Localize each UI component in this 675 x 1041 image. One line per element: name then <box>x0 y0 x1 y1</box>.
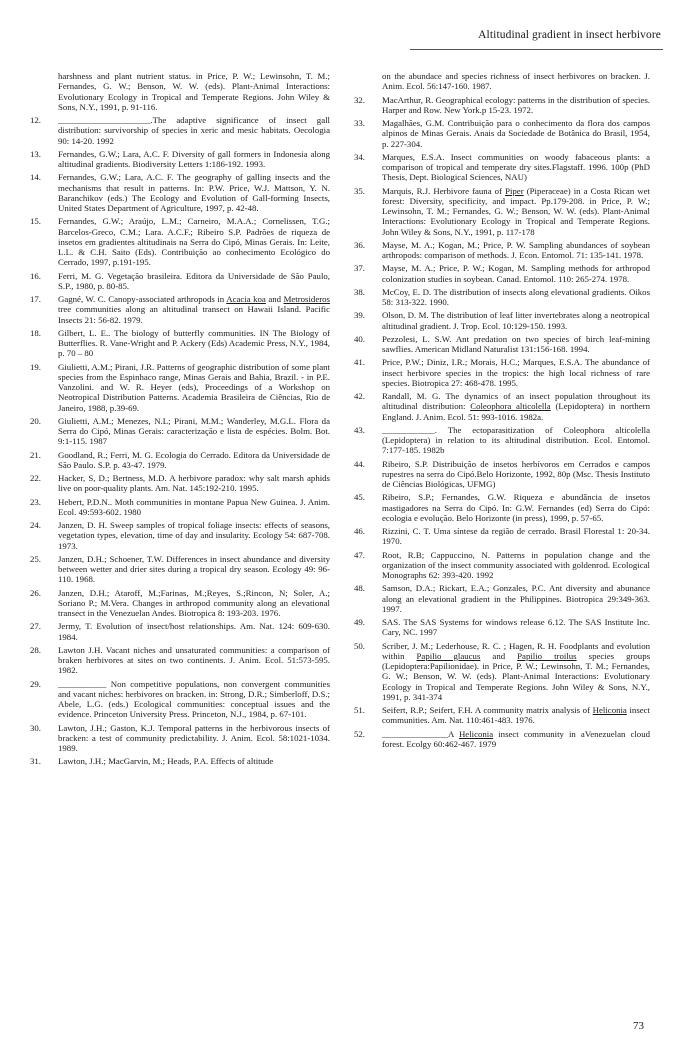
reference-number: 27. <box>30 621 41 632</box>
reference-number: 13. <box>30 148 41 159</box>
reference-entry <box>354 71 650 92</box>
reference-text-part: (Piperaceae) in a Costa Rican wet forest: Diversity, specificity, and impact. Pp.179-208. in Price, P. W.; Lewinsohn, T. M.; Fernandes, G. W.; Benson, W. W. (eds). Plant-Animal Interactions: Evolutionary Ecology in Tropical and Temperate Regions. John Wiley & Sons, N.Y., 1991, p. 117-178 <box>382 185 650 237</box>
reference-entry <box>354 310 650 331</box>
reference-number: 41. <box>354 357 365 368</box>
reference-entry <box>30 328 330 359</box>
reference-number: 20. <box>30 415 41 426</box>
reference-text: MacArthur, R. Geographical ecology: patterns in the distribution of species. Harper and Row. New York.p 15-23. 1972. <box>382 94 650 115</box>
reference-text: McCoy, E. D. The distribution of insects along elevational gradients. Oikos 58: 313-322. 1990. <box>382 286 650 307</box>
reference-entry <box>30 497 330 518</box>
reference-number: 32. <box>354 94 365 105</box>
reference-number: 43. <box>354 424 365 435</box>
reference-text: Lawton, J.H.; MacGarvin, M.; Heads, P.A. Effects of altitude <box>58 756 274 767</box>
reference-text-part: Scriber, J. M.; Lederhouse, R. C. ; Hagen, R. H. Foodplants and evolution within <box>382 640 650 661</box>
reference-entry <box>30 588 330 619</box>
reference-number: 42. <box>354 391 365 401</box>
taxon-name: Papilio troilus <box>517 650 577 661</box>
reference-entry <box>30 621 330 642</box>
reference-number: 22. <box>30 473 41 483</box>
reference-number: 15. <box>30 216 41 227</box>
reference-text: Janzen, D.H.; Ataroff, M.;Farinas, M.;Reyes, S.;Rincon, N; Soler, A.; Soriano P.; M.Vera. Changes in arthropod community along an elevational transect in the Venezuelan Andes. Biotropica 8: 193-203. 1976. <box>58 587 330 618</box>
reference-entry <box>354 118 650 149</box>
left-column <box>30 71 330 770</box>
running-head: Altitudinal gradient in insect herbivore <box>478 29 661 41</box>
reference-entry <box>30 450 330 471</box>
reference-number: 25. <box>30 553 41 564</box>
taxon-name: Heliconia <box>458 728 494 739</box>
reference-text: _____________________.The adaptive significance of insect gall distribution: survivorship of species in xeric and mesic habitats. Oecologia 90: 14-20. 1992 <box>58 115 330 146</box>
reference-entry <box>30 294 330 325</box>
reference-entry <box>354 492 650 523</box>
reference-entry <box>30 216 330 267</box>
reference-entry <box>30 756 330 766</box>
reference-text: Pezzolesi, L. S.W. Ant predation on two species of birch leaf-mining sawflies. American Midland Naturalist 131:156-168. 1994. <box>382 333 650 354</box>
reference-entry <box>30 645 330 676</box>
reference-entry <box>30 172 330 213</box>
reference-text: harshness and plant nutrient status. in Price, P. W.; Lewinsohn, T. M.; Fernandes, G. W.; Benson, W. W. (eds). Plant-Animal Interactions: Evolutionary Ecology in Tropical and Temperate Regions. John Wiley & Sons, N.Y., 1991, p. 91-116. <box>58 71 330 112</box>
reference-number: 33. <box>354 118 365 128</box>
reference-number: 39. <box>354 310 365 321</box>
reference-number: 52. <box>354 728 365 739</box>
reference-entry <box>354 152 650 183</box>
reference-text: Fernandes, G.W.; Lara, A.C. F. Diversity of gall formers in Indonesia along altitudinal gradients. Biodiversity Letters 1:186-192. 1993. <box>58 148 330 169</box>
reference-entry <box>30 271 330 292</box>
reference-number: 28. <box>30 644 41 655</box>
reference-number: 44. <box>354 458 365 469</box>
reference-text-part: Gagné, W. C. Canopy-associated arthropods in <box>58 294 227 304</box>
reference-number: 46. <box>354 526 365 536</box>
reference-text: Lawton J.H. Vacant niches and unsaturated communities: a comparison of braken herbivores at sites on two continents. J. Anim. Ecol. 51:573-595. 1982. <box>58 644 330 676</box>
reference-text: Root, R.B; Cappuccino, N. Patterns in population change and the organization of the insect community associated with goldenrod. Ecological Monographs 62: 393-420. 1992 <box>382 549 650 580</box>
reference-text: Goodland, R.; Ferri, M. G. Ecologia do Cerrado. Editora da Universidade de São Paulo. S.P. p. 43-47. 1979. <box>58 449 330 470</box>
reference-number: 26. <box>30 587 41 598</box>
reference-text: Mayse, M. A.; Kogan, M.; Price, P. W. Sampling abundances of soybean arthropods: comparison of methods. J. Econ. Entomol. 71: 135-141. 1978. <box>382 239 650 260</box>
taxon-name: Papilio glaucus <box>416 650 481 661</box>
taxon-name: Coleophora alticolella <box>470 401 551 412</box>
reference-text: SAS. The SAS Systems for windows release 6.12. The SAS Institute Inc. Cary, NC. 1997 <box>382 617 650 638</box>
reference-text: Janzen, D. H. Sweep samples of tropical foliage insects: effects of seasons, vegetation types, elevation, time of day and insularity. Ecology 54: 687-708. 1973. <box>58 520 330 551</box>
taxon-name: Piper <box>505 185 524 196</box>
reference-number: 17. <box>30 294 41 304</box>
page-number: 73 <box>633 1020 644 1032</box>
reference-text-part: species groups (Lepidoptera:Papilionidae). in Price, P. W.; Lewinsohn, T. M.; Fernandes, G. W.; Benson, W. W. (eds). Plant-Animal Interactions: Evolutionary Ecology in Tropical and Temperate Regions. John Wiley & Sons, N.Y., 1991, p. 341-374 <box>382 650 651 702</box>
reference-number: 40. <box>354 333 365 344</box>
reference-number: 12. <box>30 115 41 125</box>
reference-text-part: insect community in aVenezuelan cloud forest. Ecolgy 60:462-467. 1979 <box>382 728 650 749</box>
reference-entry <box>354 425 650 456</box>
reference-text: Samson, D.A.; Rickart, E.A.; Gonzales, P.C. Ant diversity and abunance along an elevational gradient in the Philippines. Biotropica 29:349-363. 1997. <box>382 583 650 614</box>
reference-number: 35. <box>354 185 365 196</box>
reference-text: Ribeiro, S.P.; Fernandes, G.W. Riqueza e abundância de insetos mastigadores na Serra do Cipó. In: G.W. Fernandes (ed) Serra do Cipó: ecologia e evolução. Belo Horizonte (in press), 1999, p. 57-65. <box>382 492 650 523</box>
reference-number: 49. <box>354 617 365 627</box>
reference-number: 21. <box>30 449 41 460</box>
reference-number: 30. <box>30 722 41 733</box>
reference-text: ___________ Non competitive populations, non convergent communities and vacant niches: herbivores on bracken. in: Strong, D.R.; Simberloff, D.S.; Abele, L.G. (eds.) Ecological communities: conceptual issues and the evidence. Princeton University Press. Princeton, N.J., 1984, p. 67-101. <box>58 678 330 720</box>
reference-text: Fernandes, G.W.; Araújo, L.M.; Carneiro, M.A.A.; Cornelissen, T.G.; Barcelos-Greco, C.M.; Lara. A.C.F.; Ribeiro S.P. Padrões de riqueza de insetos em gradientes altitudinais na Serra do Cipó, Minas Gerais. In: Leite, L.L. & C.H. Saito (Eds). Contribuição ao conhecimento Ecológico do Cerrado, 1997, p.191-195. <box>58 216 330 268</box>
reference-number: 36. <box>354 239 365 250</box>
reference-number: 50. <box>354 640 365 651</box>
reference-entry <box>30 723 330 754</box>
reference-text <box>58 294 330 325</box>
reference-text: Price, P.W.; Diniz, I.R.; Morais, H.C.; Marques, E.S.A. The abundance of insect herbivore species in the tropics: the high local richness of rare species. Biotropica 27: 468-478. 1995. <box>382 357 650 388</box>
reference-text <box>382 391 650 422</box>
reference-number: 51. <box>354 705 365 715</box>
reference-text-part: Seifert, R.P.; Seifert, F.H. A community matrix analysis of <box>382 705 593 715</box>
reference-entry <box>30 520 330 551</box>
reference-entry <box>30 679 330 720</box>
reference-text: Gilbert, L. E.. The biology of butterfly communities. IN The Biology of Butterflies. R. Vane-Wright and P. Ackery (Eds) Academic Press, N.Y., 1984, p. 70 – 80 <box>58 327 330 359</box>
reference-text <box>382 705 650 726</box>
reference-text: Giulietti, A.M.; Menezes, N.L; Pirani, M.M.; Wanderley, M.G.L. Flora da Serra do Cipó, Minas Gerais: caracterização e lista de espécies. Bolm. Bot. 9:1-115. 1987 <box>58 415 330 447</box>
reference-number: 37. <box>354 263 365 274</box>
reference-text <box>382 641 650 703</box>
reference-text <box>382 729 650 750</box>
reference-text-part: insect communities. Am. Nat. 110:461-483. 1976. <box>382 705 650 726</box>
reference-entry <box>354 263 650 284</box>
reference-text: Hebert, P.D.N.. Moth communities in montane Papua New Guinea. J. Anim. Ecol. 49:593-602. 1980 <box>58 496 330 517</box>
reference-entry <box>354 705 650 726</box>
taxon-name: Acacia koa <box>226 294 266 304</box>
reference-entry <box>30 554 330 585</box>
reference-entry <box>30 149 330 170</box>
reference-text: Ribeiro, S.P. Distribuição de insetos herbívoros em Cerrados e campos rupestres na serra do Cipó.Belo Horizonte, 1992, 80p (Msc. Thesis Instituto de Ciências Biológicas, UFMG) <box>382 458 650 489</box>
reference-text: Giulietti, A.M.; Pirani, J.R. Patterns of geographic distribution of some plant species from the Espinhaco range, Minas Gerais and Bahia, Brazil. - in P.E. Vanzolini. and W. R. Heyer (eds), Proceedings of a Workshop on Neotropical Distribution Patterns. Academia Brasileira de Ciências, Rio de Janeiro, 1988, p.39-69. <box>58 361 330 413</box>
reference-entry <box>354 617 650 638</box>
reference-number: 31. <box>30 756 41 767</box>
header-rule <box>410 49 663 50</box>
reference-entry <box>354 240 650 261</box>
reference-text-part: and <box>265 294 284 304</box>
reference-text-part: (Lepidoptera) in northern England. J. Anim. Ecol. 51: 993-1016. 1982a. <box>382 401 650 422</box>
reference-text: Lawton, J.H.; Gaston, K.J. Temporal patterns in the herbivorous insects of bracken: a test of community predictability. J. Anim. Ecol. 58:1021-1034. 1989. <box>58 722 330 753</box>
reference-entry <box>354 357 650 388</box>
reference-number: 19. <box>30 361 41 372</box>
reference-entry <box>354 391 650 422</box>
reference-entry <box>354 641 650 703</box>
right-column <box>354 71 650 752</box>
reference-number: 47. <box>354 549 365 560</box>
reference-entry <box>354 729 650 750</box>
reference-number: 14. <box>30 172 41 183</box>
reference-entry <box>354 459 650 490</box>
reference-number: 34. <box>354 151 365 162</box>
reference-number: 16. <box>30 270 41 281</box>
reference-text-part: _______________A <box>382 728 459 739</box>
reference-entry <box>354 334 650 355</box>
reference-number: 23. <box>30 496 41 507</box>
reference-number: 48. <box>354 583 365 594</box>
reference-number: 18. <box>30 327 41 338</box>
reference-text: Olson, D. M. The distribution of leaf litter invertebrates along a neotropical altitudinal gradient. J. Trop. Ecol. 10:129-150. 1993. <box>382 310 650 331</box>
reference-text: Hacker, S, D.; Bertness, M.D. A herbivore paradox: why salt marsh aphids live on poor-quality plants. Am. Nat. 145:192-210. 1995. <box>58 473 330 494</box>
reference-entry <box>354 95 650 116</box>
reference-text: ____________. The ectoparasitization of Coleophora alticolella (Lepidoptera) in relation to its altitudinal distribution. Ecol. Entomol. 7:177-185. 1982b <box>382 424 650 456</box>
reference-entry <box>354 583 650 614</box>
reference-entry <box>354 287 650 308</box>
reference-text: Magalhães, G.M. Contribuição para o conhecimento da flora dos campos alpinos de Minas Gerais. Anais da Sociedade de Botânica do Brasil, 1954, p. 227-304. <box>382 118 650 149</box>
reference-number: 45. <box>354 492 365 503</box>
reference-text-part: and <box>480 650 518 661</box>
reference-text: Janzen, D.H.; Schoener, T.W. Differences in insect abundance and diversity between wetter and drier sites during a tropical dry season. Ecology 49: 96-110. 1968. <box>58 553 330 585</box>
reference-number: 38. <box>354 286 365 297</box>
reference-text-part: Marquis, R.J. Herbivore fauna of <box>382 185 506 196</box>
taxon-name: Heliconia <box>592 705 627 715</box>
reference-entry <box>354 186 650 237</box>
reference-text-part: tree communities along an altitudinal transect on Hawaii Island. Pacific Insects 21: 56-82. 1979. <box>58 304 330 325</box>
taxon-name: Metrosideros <box>283 294 330 304</box>
reference-text: Marques, E.S.A. Insect communities on woody fabaceous plants: a comparison of tropical and temperate dry sites.Flagstaff. 1996. 100p (PhD Thesis, Dept. Biological Sciences, NAU) <box>382 151 650 183</box>
reference-entry <box>354 526 650 547</box>
reference-text: Jermy, T. Evolution of insect/host relationships. Am. Nat. 124: 609-630. 1984. <box>58 621 330 642</box>
reference-number: 24. <box>30 520 41 530</box>
reference-text-part: Randall, M. G. The dynamics of an insect population throughout its altitudinal distribution: <box>382 391 650 412</box>
reference-text: Rizzini, C. T. Uma síntese da região de cerrado. Brasil Florestal 1: 20-34. 1970. <box>382 526 650 547</box>
reference-text <box>382 186 650 237</box>
reference-entry <box>354 550 650 581</box>
reference-text: Fernandes, G.W.; Lara, A.C. F. The geography of galling insects and the mechanisms that result in patterns. In: P.W. Price, W.J. Mattson, Y. N. Baranchikov (eds.) The Ecology and Evolution of Gall-forming Insects, United States Department of Agriculture, 1997, p. 42-48. <box>58 172 330 213</box>
reference-entry <box>30 362 330 413</box>
reference-entry <box>30 416 330 447</box>
reference-number: 29. <box>30 678 41 689</box>
reference-text: Mayse, M. A.; Price, P. W.; Kogan, M. Sampling methods for arthropod colonization studies in soybean. Canad. Entomol. 110: 265-274. 1978. <box>382 263 650 284</box>
reference-entry <box>30 71 330 112</box>
reference-entry <box>30 115 330 146</box>
reference-text: on the abundace and species richness of insect herbivores on bracken. J. Anim. Ecol. 56:147-160. 1987. <box>382 71 650 92</box>
reference-entry <box>30 473 330 494</box>
reference-text: Ferri, M. G. Vegetação brasileira. Editora da Universidade de São Paulo, S.P., 1980, p. 80-85. <box>58 270 330 291</box>
